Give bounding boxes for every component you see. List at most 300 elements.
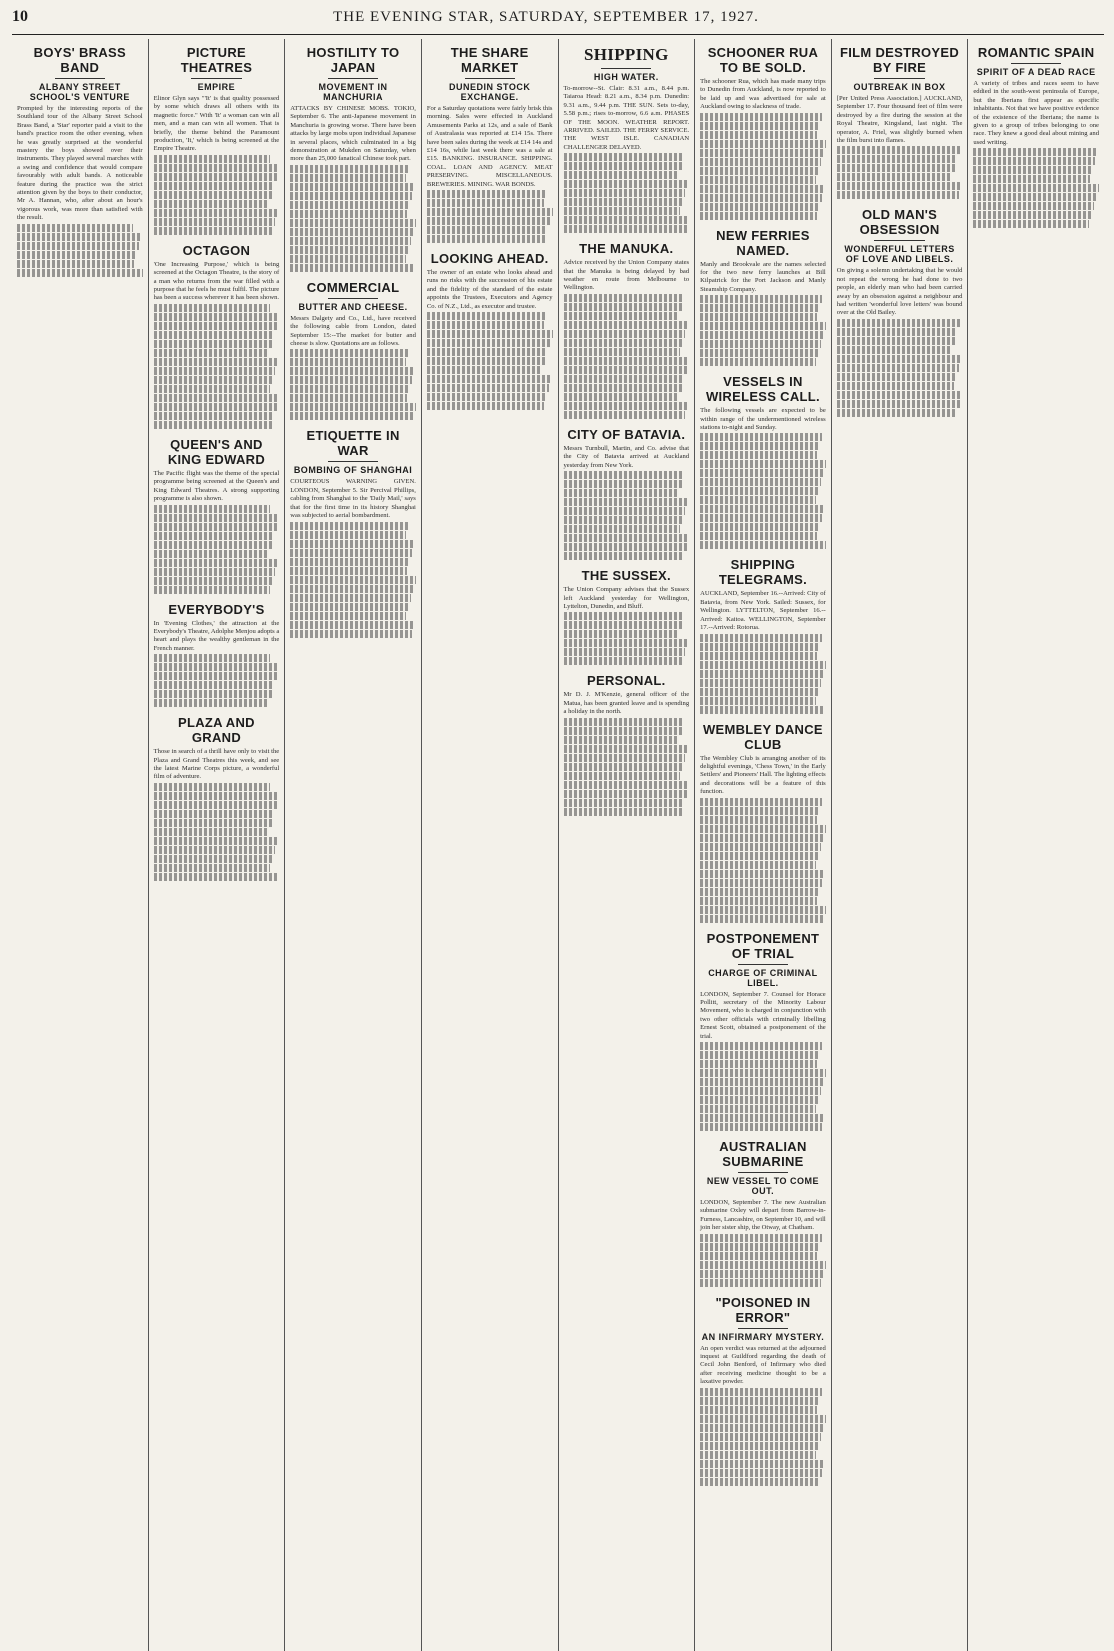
text-line <box>973 175 1090 183</box>
article-headline: FILM DESTROYED BY FIRE <box>840 45 960 75</box>
article-body: To-morrow--St. Clair: 8.31 a.m., 8.44 p.m. Taiaroa Head: 8.21 a.m., 8.34 p.m. Dunedin: 9.31 a.m., 9.44 p.m. THE SUN. Sets to-day, 5.58 p.m.; rises to-morrow, 6.6 a.m. PHASES OF THE MOON. WEATHER REPORT. ARRIVED. SAILED. THE FERRY SERVICE. THE WEST ISLE. CANADIAN CHALLENGER DELAYED. <box>563 85 690 151</box>
text-line <box>154 792 280 800</box>
text-line <box>427 235 545 243</box>
article-headline: COMMERCIAL <box>306 279 400 295</box>
article-body: For a Saturday quotations were fairly brisk this morning. Sales were effected in Auckland Amusements Parks at 12s, and a sale of Bank of Australasia was reported at £14 15s. There have been sales during the week at £14 14s and £14 16s, while last week there was a sale at £15. BANKING. INSURANCE. SHIPPING. COAL. LOAN AND AGENCY. MEAT PRESERVING. MISCELLANEOUS. BREWERIES. MINING. WAR BONDS. <box>426 105 553 188</box>
text-line <box>564 153 685 161</box>
text-line <box>564 612 685 620</box>
text-line <box>154 340 272 348</box>
text-line <box>154 523 277 531</box>
text-line <box>154 376 273 384</box>
article-body: Messrs Turnbull, Martin, and Co. advise that the City of Batavia arrived at Auckland yesterday from New York. <box>563 444 690 469</box>
article <box>564 568 690 665</box>
article-headline: SHIPPING <box>584 45 669 64</box>
text-line <box>290 228 413 236</box>
article <box>564 241 690 419</box>
text-line <box>564 411 686 419</box>
text-line <box>700 1478 819 1486</box>
text-line <box>427 393 546 401</box>
article-subheadline: NEW VESSEL TO COME OUT. <box>706 1175 820 1196</box>
text-line <box>837 400 960 408</box>
article <box>700 557 826 713</box>
text-line <box>564 189 686 197</box>
text-line <box>700 322 826 330</box>
text-line <box>700 1042 822 1050</box>
article-body: AUCKLAND, September 16.--Arrived: City of Batavia, from New York. Sailed: Sussex, for Wellington. LYTTELTON, September 16.--Arrived: Kaitoa. WELLINGTON, September 17.--Arrived: Rotorua. <box>700 590 826 632</box>
text-line <box>700 358 816 366</box>
text-line <box>427 375 551 383</box>
text-line <box>700 798 822 806</box>
article-body: The Wembley Club is arranging another of its delightful evenings, 'Chess Town,' in the Early Settlers' and Pioneers' Hall. The lighting effects and decorations will be a feature of this function. <box>700 754 826 796</box>
text-line <box>154 699 270 707</box>
text-line <box>700 203 819 211</box>
article-body: COURTEOUS WARNING GIVEN. LONDON, September 5. Sir Percival Phillips, cabling from Shanghai to the 'Daily Mail,' says that for the first time in its history Shanghai was subjected to aerial bombardment. <box>290 478 416 520</box>
text-line <box>700 1469 822 1477</box>
column-6 <box>695 39 832 1651</box>
text-line <box>700 1397 819 1405</box>
text-line <box>154 505 271 513</box>
text-line <box>700 1415 826 1423</box>
text-line <box>564 198 683 206</box>
text-line <box>290 585 413 593</box>
divider <box>328 298 378 299</box>
text-line <box>700 433 822 441</box>
text-line <box>290 201 409 209</box>
text-line <box>154 313 280 321</box>
text-line <box>700 1279 821 1287</box>
divider <box>874 78 924 79</box>
text-line <box>564 552 685 560</box>
text-line <box>427 199 544 207</box>
text-line <box>17 233 141 241</box>
text-line <box>564 772 681 780</box>
text-line <box>154 182 275 190</box>
text-line <box>290 540 414 548</box>
text-line <box>700 113 822 121</box>
article-subheadline: AN INFIRMARY MYSTERY. <box>701 1331 825 1342</box>
text-line <box>973 211 1091 219</box>
divider <box>465 78 515 79</box>
text-line <box>290 630 412 638</box>
text-line <box>427 384 549 392</box>
article-headline: SHIPPING TELEGRAMS. <box>718 557 808 588</box>
text-line <box>154 837 278 845</box>
text-line <box>154 672 277 680</box>
text-line <box>700 706 824 714</box>
text-line <box>427 330 553 338</box>
text-line <box>700 888 819 896</box>
article-body: A variety of tribes and races seem to have eddied in the south-west peninsula of Europe, but the Iberians first appear as specific inhabitants. Not that we have positive evidence of the existence of the Iberians; the name is given to a group of tribes belonging to one race. They knew a good deal about mining and used writing. <box>973 80 1099 146</box>
text-line <box>700 879 822 887</box>
text-line <box>290 349 408 357</box>
text-line <box>564 330 686 338</box>
text-line <box>154 394 280 402</box>
text-line <box>700 643 819 651</box>
article <box>154 45 280 235</box>
text-line <box>290 576 416 584</box>
text-line <box>427 348 548 356</box>
text-line <box>564 507 686 515</box>
text-line <box>700 1433 821 1441</box>
article <box>17 45 143 277</box>
article-subheadline: SPIRIT OF A DEAD RACE <box>976 67 1096 77</box>
article-headline: THE MANUKA. <box>579 241 674 257</box>
article-headline: NEW FERRIES NAMED. <box>716 227 810 258</box>
text-line <box>154 514 280 522</box>
text-line <box>700 1460 824 1468</box>
text-line <box>700 1252 817 1260</box>
article <box>564 45 690 233</box>
text-line <box>290 367 414 375</box>
text-line <box>700 176 816 184</box>
text-line <box>564 384 682 392</box>
text-line <box>564 630 680 638</box>
article-subheadline: WONDERFUL LETTERS OF LOVE AND LIBELS. <box>844 244 955 265</box>
text-line <box>290 210 407 218</box>
article-body: Those in search of a thrill have only to visit the Plaza and Grand Theatres this week, and see the latest Marine Corps picture, a wonderful film of adventure. <box>153 748 280 781</box>
text-line <box>564 312 680 320</box>
text-line <box>700 313 817 321</box>
text-line <box>154 227 273 235</box>
text-line <box>837 146 960 154</box>
text-line <box>154 349 270 357</box>
text-line <box>564 763 683 771</box>
text-line <box>17 251 136 259</box>
text-line <box>564 718 685 726</box>
text-line <box>700 149 823 157</box>
text-line <box>154 801 277 809</box>
text-line <box>154 358 278 366</box>
article-body: The schooner Rua, which has made many trips to Dunedin from Auckland, is now reported to be laid up and was advertised for sale at Auckland owing to slackness of trade. <box>700 78 826 111</box>
article-subheadline: BOMBING OF SHANGHAI <box>293 465 413 476</box>
article <box>290 280 416 421</box>
text-line <box>290 165 408 173</box>
divider <box>738 964 788 965</box>
text-line <box>154 846 276 854</box>
masthead <box>12 8 1104 35</box>
text-line <box>154 654 271 662</box>
article-headline: HOSTILITY TO JAPAN <box>306 45 400 75</box>
text-line <box>290 549 412 557</box>
page-number: 10 <box>12 8 28 25</box>
text-line <box>564 357 690 365</box>
text-line <box>700 1087 821 1095</box>
text-line <box>154 191 272 199</box>
text-line <box>564 781 690 789</box>
text-line <box>564 294 685 302</box>
text-line <box>154 663 280 671</box>
text-line <box>290 522 408 530</box>
text-line <box>17 224 133 232</box>
article <box>154 715 280 881</box>
text-line <box>700 1123 822 1131</box>
text-line <box>290 412 413 420</box>
text-line <box>700 505 824 513</box>
text-line <box>837 391 963 399</box>
text-line <box>700 697 816 705</box>
text-line <box>564 216 690 224</box>
text-line <box>700 870 824 878</box>
article-headline: VESSELS IN WIRELESS CALL. <box>705 374 820 405</box>
text-line <box>564 790 687 798</box>
article-body: The Pacific flight was the theme of the special programme being screened at the Queen's and King Edward Theatres. A strong supporting programme is also shown. <box>153 469 280 503</box>
article-headline: ETIQUETTE IN WAR <box>306 428 400 459</box>
text-line <box>564 339 683 347</box>
divider <box>738 1172 788 1173</box>
text-line <box>837 191 959 199</box>
text-line <box>700 349 818 357</box>
divider <box>874 240 924 241</box>
text-line <box>564 480 682 488</box>
text-line <box>290 531 406 539</box>
article-body: The following vessels are expected to be within range of the undermentioned wireless stations to-night and Sunday. <box>700 407 826 432</box>
text-line <box>700 1261 826 1269</box>
text-line <box>700 131 817 139</box>
text-line <box>154 550 270 558</box>
text-line <box>154 385 271 393</box>
text-line <box>427 217 550 225</box>
article-body: The owner of an estate who looks ahead and runs no risks with the succession of his estate and the fidelity of the standard of the estate appoints the Trustees, Executors and Agency Co. of N.Z., Ltd., as executor and trustee. <box>426 269 553 310</box>
article-headline: ROMANTIC SPAIN <box>977 45 1095 60</box>
text-line <box>700 1424 823 1432</box>
article <box>154 243 280 429</box>
text-line <box>17 242 139 250</box>
text-line <box>973 193 1096 201</box>
text-line <box>700 304 819 312</box>
text-line <box>564 525 681 533</box>
text-line <box>564 171 680 179</box>
article <box>700 1139 826 1287</box>
text-line <box>154 209 278 217</box>
text-line <box>837 337 955 345</box>
text-line <box>154 200 270 208</box>
text-line <box>564 393 680 401</box>
text-line <box>700 523 819 531</box>
text-line <box>700 1060 817 1068</box>
text-line <box>154 819 272 827</box>
article <box>290 428 416 637</box>
text-line <box>700 652 817 660</box>
text-line <box>837 382 954 390</box>
text-line <box>290 621 414 629</box>
article-headline: PERSONAL. <box>587 673 666 689</box>
article <box>700 1295 826 1486</box>
divider <box>55 78 105 79</box>
text-line <box>564 808 682 816</box>
article-subheadline: BUTTER AND CHEESE. <box>298 301 408 312</box>
text-line <box>700 1406 817 1414</box>
text-line <box>564 489 680 497</box>
text-line <box>700 1442 818 1450</box>
article-headline: WEMBLEY DANCE CLUB <box>702 721 823 752</box>
text-line <box>837 164 955 172</box>
text-line <box>564 225 687 233</box>
article-headline: BOYS' BRASS BAND <box>33 45 126 75</box>
text-line <box>837 182 961 190</box>
article <box>290 45 416 272</box>
text-line <box>154 532 275 540</box>
paper-title: THE EVENING STAR, SATURDAY, SEPTEMBER 17, 1927. <box>333 9 759 25</box>
article-body: Prompted by the interesting reports of the Southland tour of the Albany Street School Brass Band, a 'Star' reporter paid a visit to the band's practice room the other evening, when he was greatly surprised at the wonderful mastery the boys showed over their instruments. They played several marches with a swing and confidence that would compare favourably with adult bands. A noticeable feature during the practice was the strict attention given by the boys to their conductor, Mr A. Hannan, who, after about an hour's vigorous work, was more than satisfied with the result. <box>17 105 143 222</box>
text-line <box>564 534 690 542</box>
text-line <box>700 122 819 130</box>
article-headline: OCTAGON <box>182 242 251 258</box>
text-line <box>564 736 680 744</box>
article <box>973 45 1099 228</box>
text-line <box>290 612 406 620</box>
divider <box>191 78 241 79</box>
text-line <box>700 634 822 642</box>
text-line <box>290 394 407 402</box>
text-line <box>564 471 685 479</box>
text-line <box>700 514 822 522</box>
article-body: In 'Evening Clothes,' the attraction at the Everybody's Theatre, Adolphe Menjou adopts a heart and plays the wealthy gentleman in the French manner. <box>153 619 280 652</box>
text-line <box>154 873 280 881</box>
article-headline: OLD MAN'S OBSESSION <box>859 207 940 238</box>
text-line <box>290 594 411 602</box>
article <box>700 931 826 1131</box>
text-line <box>154 828 270 836</box>
text-line <box>837 409 958 417</box>
text-line <box>564 303 682 311</box>
article <box>700 228 826 367</box>
text-line <box>700 661 826 669</box>
text-line <box>700 1096 818 1104</box>
text-line <box>837 355 961 363</box>
text-line <box>837 346 953 354</box>
article-subheadline: EMPIRE <box>197 82 236 92</box>
columns <box>12 39 1104 1651</box>
column-5 <box>559 39 696 1651</box>
text-line <box>154 864 271 872</box>
text-line <box>700 679 821 687</box>
article-headline: EVERYBODY'S <box>168 601 265 617</box>
text-line <box>700 340 821 348</box>
text-line <box>427 402 544 410</box>
text-line <box>564 745 688 753</box>
text-line <box>564 366 687 374</box>
text-line <box>700 1234 822 1242</box>
text-line <box>700 816 817 824</box>
article-subheadline: ALBANY STREET SCHOOL'S VENTURE <box>29 82 130 102</box>
text-line <box>564 727 682 735</box>
text-line <box>154 164 280 172</box>
article-body: Manly and Brookvale are the names selected for the two new ferry launches at Bill Kilpatrick for the Port Jackson and Manly Steamship Company. <box>700 260 826 293</box>
text-line <box>290 237 411 245</box>
text-line <box>700 852 818 860</box>
text-line <box>427 226 548 234</box>
text-line <box>564 621 682 629</box>
text-line <box>154 783 271 791</box>
text-line <box>700 1078 823 1086</box>
text-line <box>700 807 819 815</box>
article-body: The Union Company advises that the Sussex left Auckland yesterday for Wellington, Lyttelton, Dunedin, and Bluff. <box>563 586 690 610</box>
text-line <box>837 328 958 336</box>
text-line <box>564 657 683 665</box>
column-2 <box>149 39 286 1651</box>
text-line <box>154 367 276 375</box>
text-line <box>564 207 681 215</box>
divider <box>601 68 651 69</box>
text-line <box>154 304 271 312</box>
text-line <box>564 402 688 410</box>
text-line <box>564 648 686 656</box>
article <box>427 45 553 243</box>
text-line <box>427 312 546 320</box>
text-line <box>564 162 682 170</box>
text-line <box>700 1105 816 1113</box>
text-line <box>700 158 821 166</box>
text-line <box>700 843 821 851</box>
text-line <box>290 174 406 182</box>
text-line <box>154 412 275 420</box>
text-line <box>700 167 818 175</box>
article <box>700 374 826 549</box>
article-headline: QUEEN'S AND KING EDWARD <box>167 436 266 467</box>
column-3 <box>285 39 422 1651</box>
article-headline: AUSTRALIAN SUBMARINE <box>719 1138 807 1169</box>
text-line <box>564 754 686 762</box>
text-line <box>700 670 823 678</box>
divider <box>1011 63 1061 64</box>
text-line <box>837 373 956 381</box>
text-line <box>837 319 960 327</box>
text-line <box>700 1114 824 1122</box>
text-line <box>700 487 818 495</box>
text-line <box>700 1451 816 1459</box>
article-body: Elinor Glyn says "'It' is that quality possessed by some which draws all others with its magnetic force." With 'It' a woman can win all men, and a man can win all women. That is briefly, the theme behind the Paramount production, 'It,' which is being screened at the Empire Theatre. <box>153 95 280 153</box>
text-line <box>973 166 1092 174</box>
text-line <box>700 469 823 477</box>
text-line <box>564 375 685 383</box>
text-line <box>290 255 406 263</box>
text-line <box>700 140 826 148</box>
text-line <box>154 173 277 181</box>
divider <box>738 1328 788 1329</box>
divider <box>328 461 378 462</box>
article-subheadline: CHARGE OF CRIMINAL LIBEL. <box>708 967 818 988</box>
text-line <box>154 559 278 567</box>
text-line <box>973 148 1097 156</box>
text-line <box>17 269 143 277</box>
article-body: LONDON, September 7. The new Australian submarine Oxley will depart from Barrow-in-Furness, Lancashire, on September 10, and will join her sister ship, the Otway, at Chatham. <box>700 1198 826 1232</box>
text-line <box>564 543 687 551</box>
article-body: Mr D. J. M'Kenzie, general officer of the Matua, has been granted leave and is spending a holiday in the north. <box>563 691 690 716</box>
text-line <box>700 1388 822 1396</box>
text-line <box>700 478 821 486</box>
column-7 <box>832 39 969 1651</box>
text-line <box>700 460 826 468</box>
article-body: [Per United Press Association.] AUCKLAND, September 17. Four thousand feet of film were destroyed by a fire during the session at the Royal Theatre, Kingsland, last night. The operator, A. Friel, was slightly burned when the film burst into flames. <box>836 95 963 145</box>
text-line <box>154 403 277 411</box>
text-line <box>290 264 414 272</box>
divider <box>328 78 378 79</box>
text-line <box>700 295 822 303</box>
article-body: Messrs Dalgety and Co., Ltd., have received the following cable from London, dated September 15:--The market for butter and cheese is slow. Quotations are as follows. <box>290 314 416 348</box>
text-line <box>700 906 826 914</box>
text-line <box>154 322 277 330</box>
article <box>837 45 963 199</box>
text-line <box>290 192 412 200</box>
text-line <box>427 357 545 365</box>
text-line <box>973 202 1094 210</box>
text-line <box>564 639 688 647</box>
article-subheadline: OUTBREAK IN BOX <box>853 82 946 92</box>
article <box>837 207 963 416</box>
text-line <box>564 516 683 524</box>
text-line <box>564 498 688 506</box>
text-line <box>427 190 546 198</box>
